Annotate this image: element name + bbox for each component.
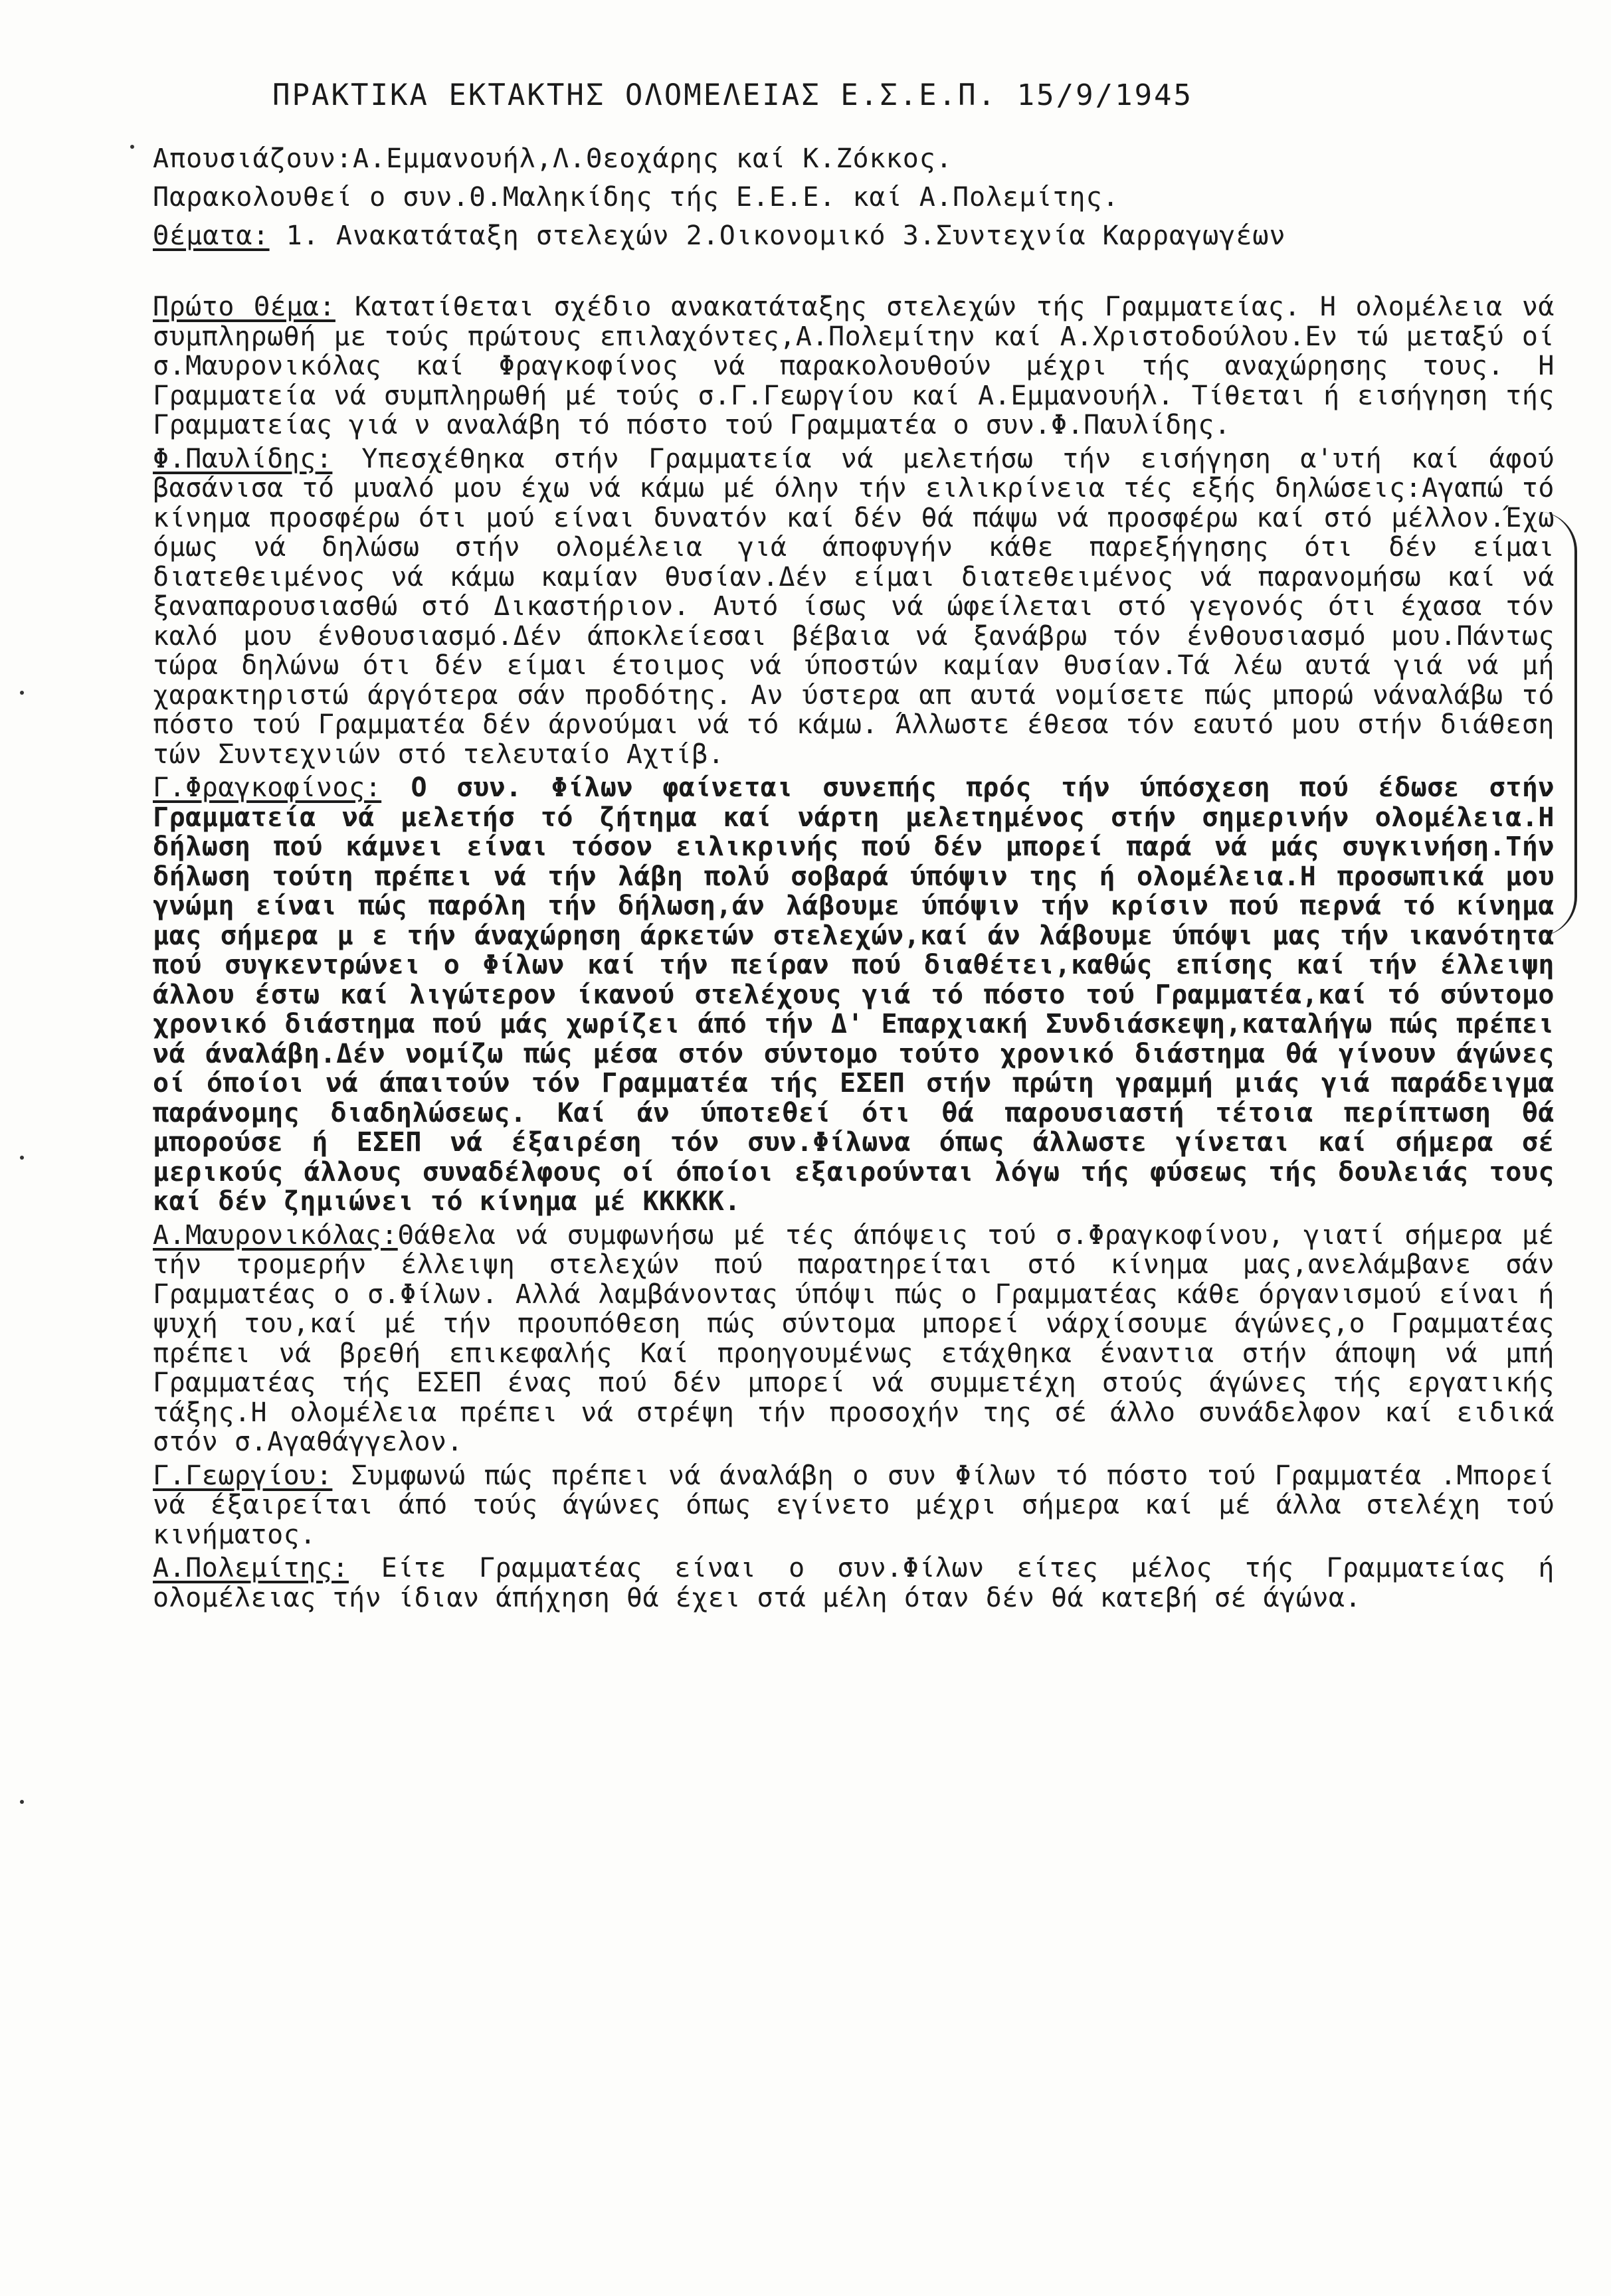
speaker-label: Α.Μαυρονικόλας: bbox=[153, 1219, 398, 1251]
margin-dot bbox=[20, 1156, 24, 1160]
minutes-body bbox=[153, 292, 1555, 1617]
topics-text: 1. Ανακατάταξη στελεχών 2.Οικονομικό 3.Συντεχνία Καρραγωγέων bbox=[269, 221, 1286, 251]
paragraph-text: Είτε Γραμματέας είναι ο συν.Φίλων είτες μέλος τής Γραμματείας ή ολομέλειας τήν ίδιαν άπήχηση θά έχει στά μέλη όταν δέν θά κατεβή σέ άγώνα. bbox=[153, 1553, 1555, 1613]
speaker-label: Πρώτο Θέμα: bbox=[153, 292, 335, 322]
paragraph-fragkofinos bbox=[153, 773, 1555, 1217]
paragraph-text: Θάθελα νά συμφωνήσω μέ τές άπόψεις τού σ.Φραγκοφίνου, γιατί σήμερα μέ τήν τρομερήν έλλειψη στελεχών πού παρατηρείται στό κίνημα μας,ανελάμβανε σάν Γραμματέας ο σ.Φίλων. Αλλά λαμβάνοντας ύπόψι πώς ο Γραμματέας κάθε όργανισμού είναι ή ψυχή του,καί μέ τήν προυπόθεση πώς σύντομα μπορεί νάρχίσουμε άγώνες,ο Γραμματέας πρέπει νά βρεθή επικεφαλής Καί προηγουμένως ετάχθηκα έναντια στήν άποψη νά μπή Γραμματέας τής ΕΣΕΠ ένας πού δέν μπορεί νά συμμετέχη στούς άγώνες τής εργατικής τάξης.Η ολομέλεια πρέπει νά στρέψη τήν προσοχήν της σέ άλλο συνάδελφον καί ειδικά στόν σ.Αγαθάγγελον. bbox=[153, 1219, 1555, 1457]
paragraph-georgiou bbox=[153, 1461, 1555, 1550]
paragraph-text: Υπεσχέθηκα στήν Γραμματεία νά μελετήσω τήν εισήγηση α'υτή καί άφού βασάνισα τό μυαλό μου έχω νά κάμω μέ όλην τήν ειλικρίνεια τές εξής δηλώσεις:Αγαπώ τό κίνημα προσφέρω ότι μού είναι δυνατόν καί δέν θά πάψω νά προσφέρω καί στό μέλλον.Έχω όμως νά δηλώσω στήν ολομέλεια γιά άποφυγήν κάθε παρεξήγησης ότι δέν είμαι διατεθειμένος νά κάμω καμίαν θυσίαν.Δέν είμαι διατεθειμένος νά παρανομήσω καί νά ξαναπαρουσιασθώ στό Δικαστήριον. Αυτό ίσως νά ώφείλεται στό γεγονός ότι έχασα τόν καλό μου ένθουσιασμό.Δέν άποκλείεσαι βέβαια νά ξανάβρω τόν ένθουσιασμό μου.Πάντως τώρα δηλώνω ότι δέν είμαι έτοιμος νά ύποστών καμίαν θυσίαν.Τά λέω αυτά γιά νά μή χαρακτηριστώ άργότερα σάν προδότης. Αν ύστερα απ αυτά νομίσετε πώς μπορώ νάναλάβω τό πόστο τού Γραμματέα δέν άρνούμαι νά τό κάμω. Άλλωστε έθεσα τόν εαυτό μου στήν διάθεση τών Συντεχνιών στό τελευταίο Αχτίβ. bbox=[153, 443, 1555, 770]
speaker-label: Α.Πολεμίτης: bbox=[153, 1553, 349, 1583]
paragraph-text: Συμφωνώ πώς πρέπει νά άναλάβη ο συν Φίλων τό πόστο τού Γραμματέα .Μπορεί νά έξαιρείται άπό τούς άγώνες όπως εγίνετο μέχρι σήμερα καί μέ άλλα στελέχη τού κινήματος. bbox=[153, 1460, 1555, 1550]
topics-label: Θέματα: bbox=[153, 221, 270, 251]
margin-dot bbox=[20, 691, 24, 695]
paragraph-text: Ο συν. Φίλων φαίνεται συνεπής πρός τήν ύπόσχεση πού έδωσε στήν Γραμματεία νά μελετήσ τό ζήτημα καί νάρτη μελετημένος στήν σημερινήν ολομέλεια.Η δήλωση πού κάμνει είναι τόσον ειλικρινής πού δέν μπορεί παρά νά μάς συγκινήση.Τήν δήλωση τούτη πρέπει νά τήν λάβη πολύ σοβαρά ύπόψιν της ή ολομέλεια.Η προσωπικά μου γνώμη είναι πώς παρόλη τήν δήλωση,άν λάβουμε ύπόψιν τήν κρίσιν πού περνά τό κίνημα μας σήμερα μ ε τήν άναχώρηση άρκετών στελεχών,καί άν λάβουμε ύπόψι μας τήν ικανότητα πού συγκεντρώνει ο Φίλων καί τήν πείραν πού διαθέτει,καθώς επίσης καί τήν έλλειψη άλλου έστω καί λιγώτερον ίκανού στελέχους γιά τό πόστο τού Γραμματέα,καί τό σύντομο χρονικό διάστημα πού μάς χωρίζει άπό τήν Δ' Επαρχιακή Συνδιάσκεψη,καταλήγω πώς πρέπει νά άναλάβη.Δέν νομίζω πώς μέσα στόν σύντομο τούτο χρονικό διάστημα θά γίνουν άγώνες οί όποίοι νά άπαιτούν τόν Γραμματέα τής ΕΣΕΠ στήν πρώτη γραμμή μιάς γιά παράδειγμα παράνομης διαδηλώσεως. Καί άν ύποτεθεί ότι θά παρουσιαστή τέτοια περίπτωση θά μπορούσε ή ΕΣΕΠ νά έξαιρέση τόν συν.Φίλωνα όπως άλλωστε γίνεται καί σήμερα σέ μερικούς άλλους συναδέλφους οί όποίοι εξαιρούνται λόγω τής φύσεως τής δουλειάς τους καί δέν ζημιώνει τό κίνημα μέ ΚΚΚΚΚ. bbox=[153, 772, 1555, 1217]
margin-bracket-mark bbox=[1528, 511, 1577, 936]
paragraph-mavronikolas bbox=[153, 1221, 1555, 1457]
absent-line: Απουσιάζουν:Α.Εμμανουήλ,Λ.Θεοχάρης καί Κ.Ζόκκος. bbox=[153, 143, 953, 174]
attending-line: Παρακολουθεί ο συν.Θ.Μαληκίδης τής Ε.Ε.Ε. καί Α.Πολεμίτης. bbox=[153, 182, 1119, 213]
paragraph-text: Κατατίθεται σχέδιο ανακατάταξης στελεχών τής Γραμματείας. Η ολομέλεια νά συμπληρωθή με τούς πρώτους επιλαχόντες,Α.Πολεμίτην καί Α.Χριστοδούλου.Εν τώ μεταξύ οί σ.Μαυρονικόλας καί Φραγκοφίνος νά παρακολουθούν μέχρι τής αναχώρησης τους. Η Γραμματεία νά συμπληρωθή μέ τούς σ.Γ.Γεωργίου καί Α.Εμμανουήλ. Τίθεται ή εισήγηση τής Γραμματείας γιά ν αναλάβη τό πόστο τού Γραμματέα ο συν.Φ.Παυλίδης. bbox=[153, 292, 1555, 440]
topics-line bbox=[153, 217, 1568, 255]
margin-dot bbox=[130, 145, 134, 149]
paragraph-first-topic bbox=[153, 292, 1555, 440]
speaker-label: Φ.Παυλίδης: bbox=[153, 443, 333, 474]
header-block bbox=[153, 139, 1568, 255]
paragraph-polemitis bbox=[153, 1553, 1555, 1613]
paragraph-pavlidis bbox=[153, 444, 1555, 770]
document-title: ΠΡΑΚΤΙΚΑ ΕΚΤΑΚΤΗΣ ΟΛΟΜΕΛΕΙΑΣ Ε.Σ.Ε.Π. 15/9/1945 bbox=[272, 78, 1194, 112]
speaker-label: Γ.Γεωργίου: bbox=[153, 1460, 333, 1491]
margin-dot bbox=[20, 1800, 24, 1804]
speaker-label: Γ.Φραγκοφίνος: bbox=[153, 772, 382, 803]
